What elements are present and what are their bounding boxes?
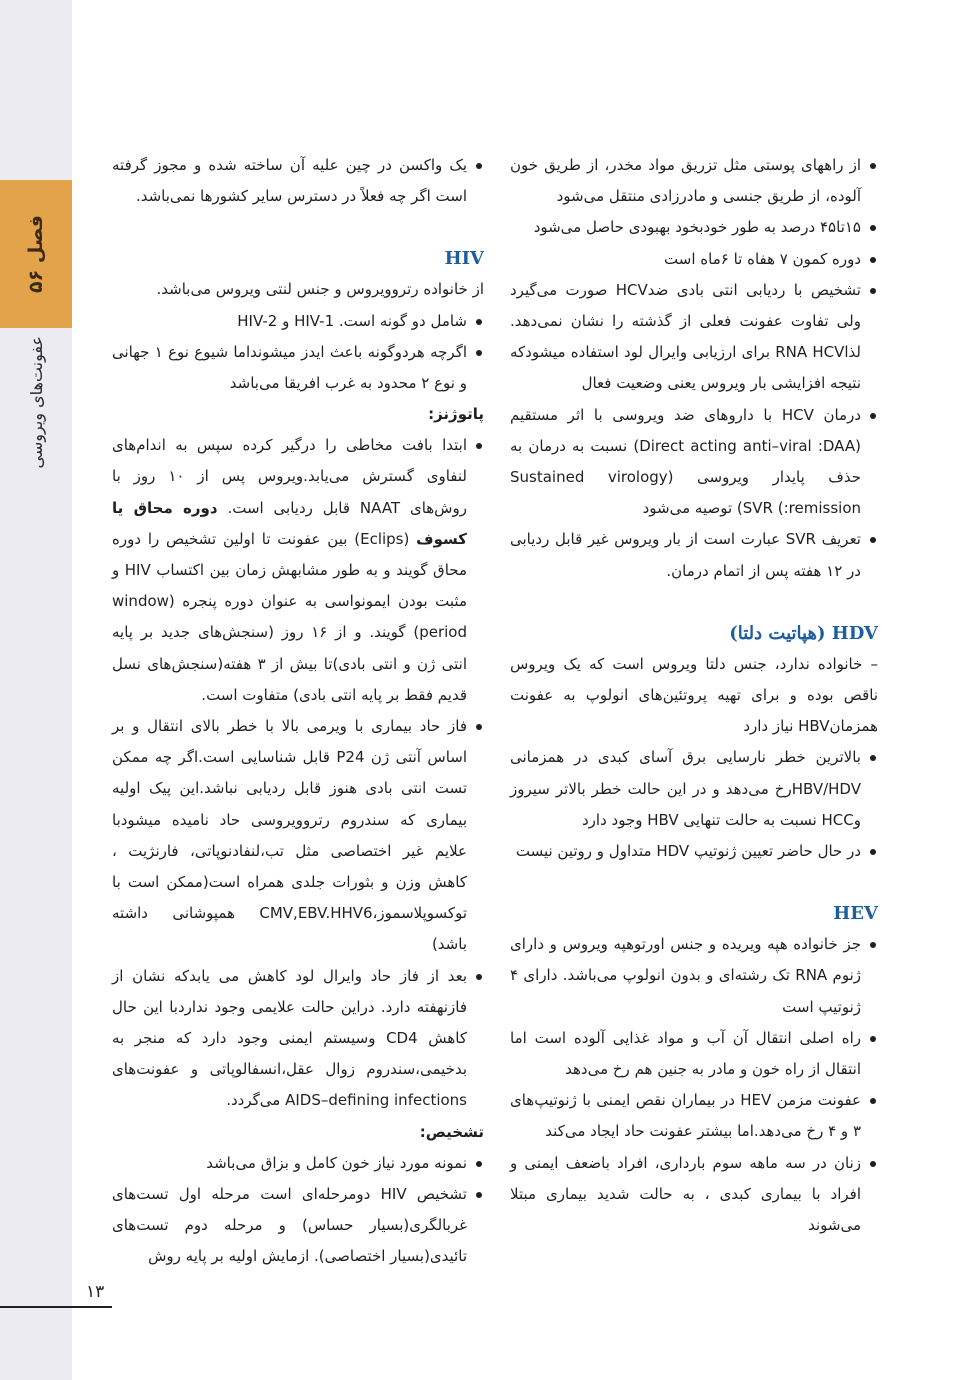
- pathogenesis-list: [112, 430, 484, 1116]
- hiv-intro: از خانواده رتروویروس و جنس لنتی ویروس می‌باشد.: [156, 280, 484, 299]
- page-number: ۱۳: [86, 1282, 105, 1302]
- list-item: راه اصلی انتقال آن آب و مواد غذایی آلوده است اما انتقال از راه خون و مادر به جنین هم رخ می‌دهد: [510, 1023, 878, 1085]
- chapter-tab: [0, 180, 72, 328]
- list-item: بعد از فاز حاد وایرال لود کاهش می یابدکه نشان از فازنهفته دارد. دراین حالت علایمی وجود نداردبا این حال کاهش CD4 وسیستم ایمنی وجود دارد که منجر به بدخیمی،سندروم زوال عقل،انسفالوپاتی و عفونت‌های AIDS–defining infections می‌گردد.: [112, 961, 484, 1117]
- list-item: تشخیص با ردیابی انتی بادی ضدHCV صورت می‌گیرد ولی تفاوت عفونت فعلی از گذشته را نشان نمی‌دهد. لذاRNA HCV برای ارزیابی وایرال لود استفاده میشودکه نتیجه افزایشی بار ویروس یعنی وضعیت فعال: [510, 275, 878, 400]
- hiv-heading: HIV: [444, 248, 484, 270]
- diagnosis-list: [112, 1148, 484, 1273]
- page-rule: [0, 1306, 112, 1308]
- list-item: در حال حاضر تعیین ژنوتیپ HDV متداول و روتین نیست: [510, 836, 878, 867]
- diagnosis-heading: تشخیص:: [419, 1122, 484, 1141]
- list-item: [112, 430, 484, 711]
- chapter-title: عفونت‌های ویروسی: [26, 336, 46, 469]
- hev-heading: HEV: [833, 903, 878, 925]
- hdv-list: [510, 742, 878, 867]
- list-item: شامل دو گونه است. HIV-1 و HIV-2: [112, 306, 484, 337]
- list-item: جز خانواده هپه ویریده و جنس اورتوهپه ویروس و دارای ژنوم RNA تک رشته‌ای و بدون انولوپ می‌باشد. دارای ۴ ژنوتیپ است: [510, 929, 878, 1023]
- pathogenesis-text-start: ابتدا بافت مخاطی را درگیر کرده سپس به اندام‌های لنفاوی گسترش می‌یابد.ویروس پس از ۱۰ روز با روش‌های NAAT قابل ردیابی است.: [112, 436, 467, 517]
- list-item: بالاترین خطر نارسایی برق آسای کبدی در همزمانی HBV/HDVرخ می‌دهد و در این حالت خطر بالاتر سیروز وHCC نسبت به حالت تنهایی HBV وجود دارد: [510, 742, 878, 836]
- hcv-list: [510, 150, 878, 587]
- list-item: تعریف SVR عبارت است از بار ویروس غیر قابل ردیابی در ۱۲ هفته پس از اتمام درمان.: [510, 524, 878, 586]
- left-column: [112, 150, 484, 1273]
- list-item: عفونت مزمن HEV در بیماران نقص ایمنی با ژنوتیپ‌های ۳ و ۴ رخ می‌دهد.اما بیشتر عفونت حاد ایجاد می‌کند: [510, 1085, 878, 1147]
- eclipse-term: دوره محاق یا کسوف: [112, 498, 467, 548]
- hdv-heading: HDV (هپاتیت دلتا): [729, 622, 878, 644]
- list-item: یک واکسن در چین علیه آن ساخته شده و مجوز گرفته است اگر چه فعلاً در دسترس سایر کشورها نمی‌باشد.: [112, 150, 484, 212]
- hdv-intro: – خانواده ندارد، جنس دلتا ویروس است که یک ویروس ناقص بوده و برای تهیه پروتئین‌های انولوپ به عفونت همزمانHBV نیاز دارد: [510, 654, 878, 736]
- pathogenesis-heading: پاتوژنز:: [428, 405, 484, 424]
- chapter-label: فصل ۵۶: [25, 215, 47, 293]
- list-item: ۱۵تا۴۵ درصد به طور خودبخود بهبودی حاصل می‌شود: [510, 212, 878, 243]
- list-item: زنان در سه ماهه سوم بارداری، افراد باضعف ایمنی و افراد با بیماری کبدی ، به حالت شدید بیماری مبتلا می‌شوند: [510, 1148, 878, 1242]
- pathogenesis-text-end: (Eclips) بین عفونت تا اولین تشخیص را دوره محاق گویند و به طور مشابهش زمان بین اکتساب HIV و مثبت بودن ایمونواسی به عنوان دوره پنجره (window period) گویند. و از ۱۶ روز (سنجش‌های جدید بر پایه انتی ژن و انتی بادی)تا بیش از ۳ هفته(سنجش‌های نسل قدیم فقط بر پایه انتی بادی) متفاوت است.: [112, 529, 468, 704]
- chapter-title-area: [0, 336, 72, 506]
- list-item: فاز حاد بیماری با ویرمی بالا با خطر بالای انتقال و بر اساس آنتی ژن P24 قابل شناسایی است.اگر چه ممکن تست انتی بادی هنوز قابل ردیابی نباشد.این پیک اولیه بیماری که سندروم رتروویروسی حاد نامیده میشودبا علایم غیر اختصاصی مثل تب،لنفادنوپاتی، فارنژیت ، کاهش وزن و بثورات جلدی همراه است(ممکن است با توکسوپلاسموز،CMV,EBV.HHV6 همپوشانی داشته باشد): [112, 711, 484, 961]
- list-item: دوره کمون ۷ هفاه تا ۶ماه است: [510, 244, 878, 275]
- hev-list: [510, 929, 878, 1241]
- hiv-list: [112, 306, 484, 400]
- list-item: نمونه مورد نیاز خون کامل و بزاق می‌باشد: [112, 1148, 484, 1179]
- list-item: تشخیص HIV دومرحله‌ای است مرحله اول تست‌های غربالگری(بسیار حساس) و مرحله دوم تست‌های تائیدی(بسیار اختصاصی). ازمایش اولیه بر پایه روش: [112, 1179, 484, 1273]
- list-item: از راههای پوستی مثل تزریق مواد مخدر، از طریق خون آلوده، از طریق جنسی و مادرزادی منتقل می‌شود: [510, 150, 878, 212]
- vaccine-list: [112, 150, 484, 212]
- list-item: اگرچه هردوگونه باعث ایدز میشونداما شیوع نوع ۱ جهانی و نوع ۲ محدود به غرب افریقا می‌باشد: [112, 337, 484, 399]
- list-item: درمان HCV با داروهای ضد ویروسی با اثر مستقیم (Direct acting anti–viral :DAA) نسبت به درمان به حذف پایدار ویروسی (Sustained virology remission:) SVR) توصیه می‌شود: [510, 400, 878, 525]
- right-column: [510, 150, 878, 1241]
